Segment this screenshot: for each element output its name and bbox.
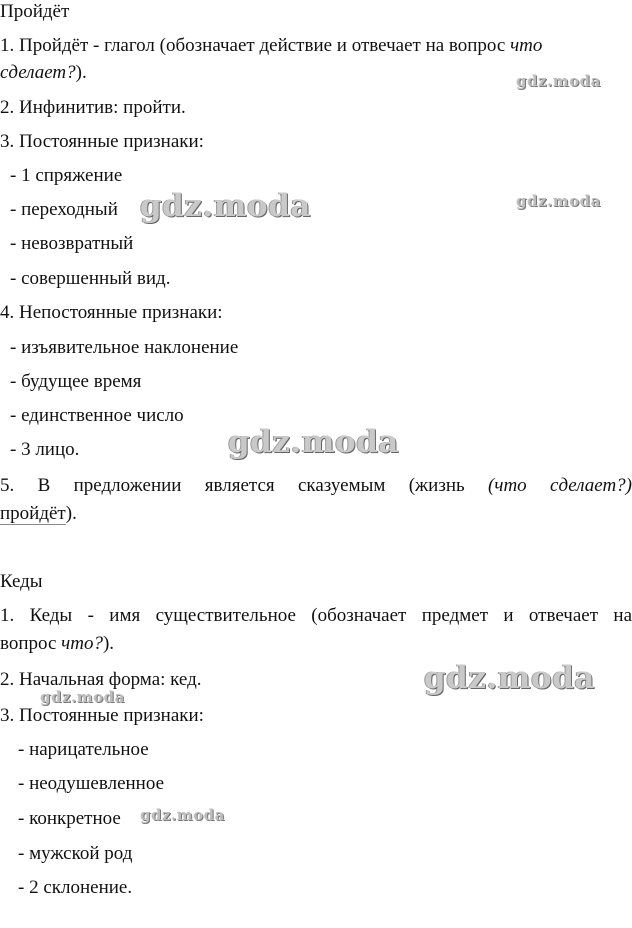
s2-permanent-feature-2: - неодушевленное bbox=[18, 773, 164, 794]
item-5-line-cont bbox=[0, 502, 77, 526]
s2-item-1-question: что? bbox=[61, 633, 103, 654]
permanent-feature-1: - 1 спряжение bbox=[10, 165, 123, 186]
s2-permanent-feature-1: - нарицательное bbox=[18, 739, 149, 760]
s2-item-1-line-cont bbox=[0, 632, 114, 656]
item-5-predicate: пройдёт bbox=[0, 503, 66, 524]
watermark-logo: gdz.moda bbox=[40, 688, 125, 706]
item-5-close: ). bbox=[65, 503, 77, 524]
s2-item-1-close: ). bbox=[102, 633, 115, 654]
permanent-feature-3: - невозвратный bbox=[10, 233, 134, 254]
permanent-feature-4: - совершенный вид. bbox=[10, 268, 171, 289]
nonpermanent-feature-1: - изъявительное наклонение bbox=[10, 337, 239, 358]
watermark-logo: gdz.moda bbox=[516, 192, 601, 210]
item-5-line bbox=[0, 474, 632, 498]
s2-item-2-initial-form: 2. Начальная форма: кед. bbox=[0, 669, 202, 690]
watermark-logo: gdz.moda bbox=[228, 424, 399, 460]
item-1-question-part2: сделает? bbox=[0, 62, 76, 83]
s2-item-1-line: 1. Кеды - имя существительное (обозначает предмет и отвечает на bbox=[0, 605, 632, 626]
item-2-infinitive: 2. Инфинитив: пройти. bbox=[0, 97, 186, 118]
item-5-text: 5. В предложении является сказуемым (жизнь bbox=[0, 475, 489, 496]
item-4-nonpermanent-heading: 4. Непостоянные признаки: bbox=[0, 302, 223, 323]
s2-permanent-feature-4: - мужской род bbox=[18, 843, 133, 864]
s2-item-3-permanent-heading: 3. Постоянные признаки: bbox=[0, 705, 204, 726]
nonpermanent-feature-3: - единственное число bbox=[10, 405, 184, 426]
watermark-logo: gdz.moda bbox=[516, 72, 601, 90]
nonpermanent-feature-4: - 3 лицо. bbox=[10, 439, 80, 460]
section-title-kedy: Кеды bbox=[0, 571, 43, 592]
nonpermanent-feature-2: - будущее время bbox=[10, 371, 142, 392]
watermark-logo: gdz.moda bbox=[424, 660, 595, 696]
watermark-logo: gdz.moda bbox=[140, 188, 311, 224]
item-1-question-part1: что bbox=[510, 35, 543, 56]
item-3-permanent-heading: 3. Постоянные признаки: bbox=[0, 131, 204, 152]
s2-permanent-feature-3: - конкретное bbox=[18, 808, 121, 829]
item-1-line bbox=[0, 34, 542, 58]
item-1-text: 1. Пройдёт - глагол (обозначает действие и отвечает на вопрос bbox=[0, 35, 511, 56]
item-1-line-cont bbox=[0, 61, 87, 85]
section-title-proydet: Пройдёт bbox=[0, 1, 70, 22]
s2-permanent-feature-5: - 2 склонение. bbox=[18, 877, 133, 898]
permanent-feature-2: - переходный bbox=[10, 199, 118, 220]
item-1-close: ). bbox=[75, 62, 87, 83]
watermark-logo: gdz.moda bbox=[140, 806, 225, 824]
item-5-question: (что сделает?) bbox=[488, 475, 632, 496]
s2-item-1-text: вопрос bbox=[0, 633, 62, 654]
